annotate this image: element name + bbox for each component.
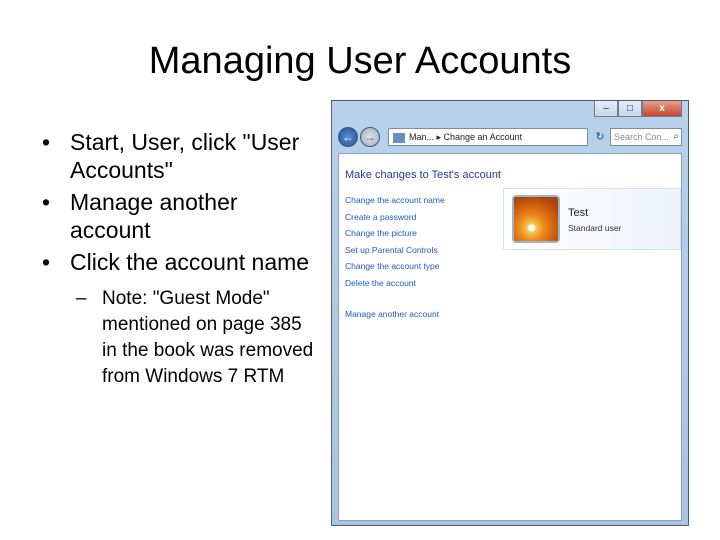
bullet-glyph: •: [42, 129, 51, 155]
search-icon[interactable]: ⌕: [673, 131, 679, 142]
parental-controls-link[interactable]: Set up Parental Controls: [345, 244, 438, 255]
sub-bullet-item: [40, 286, 320, 390]
change-picture-link[interactable]: Change the picture: [345, 228, 417, 238]
address-text: Man... ▸ Change an Account: [409, 132, 523, 142]
navigation-bar: [336, 123, 684, 151]
change-account-name-link[interactable]: Change the account name: [345, 195, 445, 205]
bullet-text: Start, User, click "User Accounts": [70, 129, 300, 183]
user-avatar: [512, 195, 560, 243]
search-input[interactable]: [610, 128, 682, 146]
content-pane: [338, 153, 682, 521]
refresh-icon[interactable]: ↻: [595, 131, 605, 143]
delete-account-link[interactable]: Delete the account: [345, 277, 416, 288]
bullet-glyph: •: [42, 189, 51, 215]
task-links: [345, 194, 495, 325]
bullet-text: Click the account name: [70, 249, 310, 275]
manage-another-account-link[interactable]: Manage another account: [345, 309, 440, 319]
bullet-item: [40, 248, 320, 276]
close-button[interactable]: x: [642, 101, 682, 117]
bullet-text: Manage another account: [70, 189, 238, 243]
dash-glyph: –: [76, 288, 87, 309]
change-account-type-link[interactable]: Change the account type: [345, 261, 440, 271]
sub-bullet-text: Note: "Guest Mode" mentioned on page 385 in the book was removed from Windows 7 RTM: [102, 288, 314, 387]
forward-button[interactable]: →: [360, 127, 380, 147]
user-account-card: [503, 188, 681, 250]
slide-title: Managing User Accounts: [148, 40, 572, 82]
maximize-button[interactable]: □: [618, 101, 642, 117]
user-name: Test: [568, 207, 589, 219]
bullet-item: [40, 188, 320, 244]
bullet-glyph: •: [42, 249, 51, 275]
bullet-item: [40, 128, 320, 184]
minimize-button[interactable]: –: [594, 101, 618, 117]
bullet-list: [40, 128, 320, 390]
page-heading: Make changes to Test's account: [345, 169, 501, 181]
back-button[interactable]: ←: [338, 127, 358, 147]
control-panel-icon: [393, 133, 405, 143]
address-bar[interactable]: [388, 128, 588, 146]
window-caption-buttons: [594, 101, 682, 119]
search-placeholder: Search Con...: [614, 132, 670, 142]
user-type: Standard user: [568, 223, 622, 233]
create-password-link[interactable]: Create a password: [345, 211, 417, 222]
user-accounts-window: [331, 100, 689, 526]
